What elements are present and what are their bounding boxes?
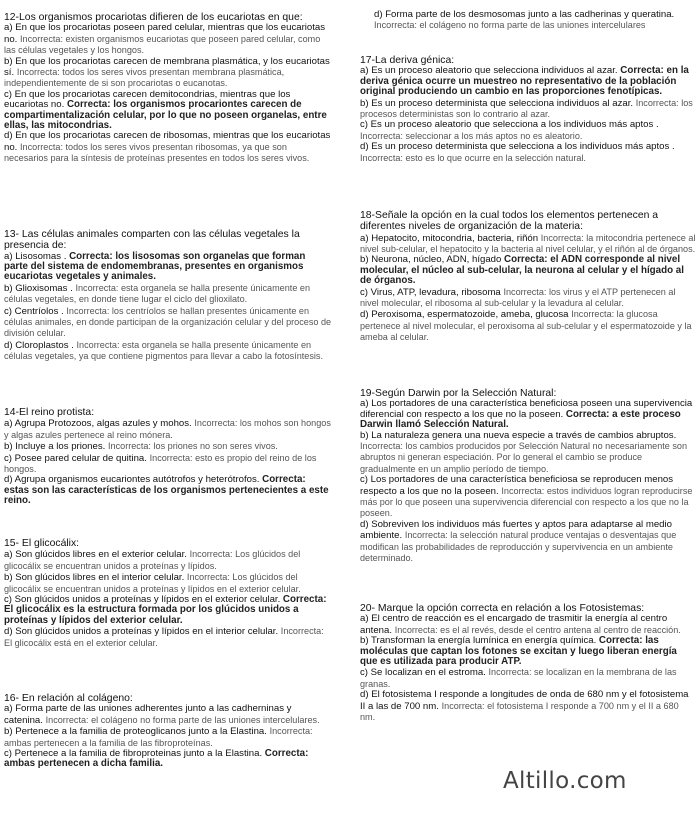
option-text: d) En que los procariotas carecen de ribosomas, mientras que los eucariotas no. — [4, 130, 331, 153]
answer-option — [360, 667, 696, 690]
question-title: 16- En relación al colágeno: — [4, 693, 133, 704]
option-note: Incorrecta: todos los seres vivos presentan ribosomas, ya que son necesarios para la síntesis de proteínas presentes en todos los seres vivos. — [4, 141, 310, 164]
option-note: Incorrecta: la selección natural produce ventajas o desventajas que modifican las probabilidades de reproducción y supervivencia en un ambiente determinado. — [360, 530, 677, 563]
answer-option — [360, 399, 696, 430]
option-correct-explanation: Correcta: El glicocálix es la estructura formada por los glúcidos unidos a proteínas y lípidos del exterior celular. — [4, 593, 327, 626]
answer-option — [4, 340, 332, 363]
answer-option — [4, 704, 332, 726]
option-note: Incorrecta: los procesos deterministas son lo contrario al azar. — [360, 97, 693, 119]
question-14 — [4, 407, 332, 507]
answer-option — [360, 520, 696, 565]
option-correct-explanation: Correcta: en la deriva génica ocurre un muestreo no representativo de la población original produciendo un cambio en las proporciones fenotípicas. — [360, 65, 689, 98]
option-text: d) El fotosistema I responde a longitudes de onda de 680 nm y el fotosistema II a las de 700 nm. — [360, 689, 689, 712]
option-text: b) Glioxisomas . — [4, 282, 73, 294]
option-note: Incorrecta: la glucosa pertenece al nivel molecular, el peroxisoma al sub-celular y el espermatozoide y la ameba al celular. — [360, 309, 692, 343]
option-note: Incorrecta: el colágeno no forma parte de las uniones intercelulares. — [45, 714, 320, 725]
option-text: b) Son glúcidos libres en el interior celular. — [4, 572, 185, 584]
question-16-continued — [374, 10, 694, 32]
question-19 — [360, 388, 696, 564]
option-text: c) Posee pared celular de quitina. — [4, 452, 147, 464]
option-text: c) Se localizan en el estroma. — [360, 667, 486, 679]
question-16 — [4, 693, 332, 770]
option-text: d) Peroxisoma, espermatozoide, ameba, glucosa — [360, 309, 569, 321]
question-20 — [360, 603, 696, 723]
answer-option — [360, 255, 696, 286]
answer-option — [360, 431, 696, 476]
answer-option — [4, 23, 332, 56]
option-note: Incorrecta: seleccionar a los más aptos no es aleatorio. — [360, 130, 583, 141]
option-note: Incorrecta: existen organismos eucariotas que poseen pared celular, como las células vegetales y los hongos. — [4, 33, 321, 56]
option-note: Incorrecta: los priones no son seres vivos. — [108, 441, 278, 452]
answer-option — [360, 636, 696, 667]
answer-option — [4, 418, 332, 441]
answer-option — [360, 475, 696, 520]
option-text: a) Es un proceso aleatorio que selecciona individuos al azar. — [360, 65, 618, 77]
option-text: d) Son glúcidos unidos a proteínas y lípidos en el interior celular. — [4, 626, 279, 638]
answer-option — [374, 10, 694, 32]
question-title: 15- El glicocálix: — [4, 538, 80, 549]
answer-option — [360, 690, 696, 723]
option-text: d) Sobreviven los individuos más fuertes y aptos para adaptarse al medio ambiente. — [360, 518, 672, 542]
option-text: c) Es un proceso aleatorio que selecciona a los individuos más aptos . — [360, 119, 659, 131]
option-note: Incorrecta: los centríolos se hallan presentes únicamente en células animales, en donde participan de la organización celular y del proceso de división celular. — [4, 305, 332, 339]
option-correct-explanation: Correcta: las moléculas que captan los fotones se excitan y luego liberan energía que es utilizada para producir ATP. — [360, 635, 677, 667]
question-title: 12-Los organismos procariotas difieren de los eucariotas en que: — [4, 12, 303, 23]
option-text: b) Transforman la energía lumínica en energía química. — [360, 635, 597, 647]
answer-option — [4, 306, 332, 340]
option-text: a) En que los procariotas poseen pared celular, mientras que los eucariotas no. — [4, 22, 326, 45]
answer-option — [4, 595, 332, 626]
option-note: Incorrecta: El glicocálix está en el exterior celular. — [4, 626, 324, 648]
option-text: a) El centro de reacción es el encargado de trasmitir la energía al centro antena. — [360, 613, 668, 636]
option-text: b) Es un proceso determinista que selecciona individuos al azar. — [360, 97, 634, 109]
option-text: a) Lisosomas . — [4, 250, 67, 262]
option-text: b) Neurona, núcleo, ADN, hígado — [360, 254, 502, 266]
answer-option — [360, 233, 696, 256]
answer-option — [4, 131, 332, 164]
option-text: c) En que los procariotas carecen demitocondrias, mientras que los eucariotas no. — [4, 88, 291, 111]
option-text: d) Cloroplastos . — [4, 339, 74, 351]
answer-option — [360, 142, 696, 164]
option-text: c) Virus, ATP, levadura, ribosoma — [360, 286, 501, 298]
answer-option — [4, 626, 332, 649]
answer-option — [360, 120, 696, 142]
question-title: 18-Señale la opción en la cual todos los elementos pertenecen a diferentes niveles de organización de la materia: — [360, 210, 659, 233]
option-text: a) Los portadores de una característica beneficiosa poseen una supervivencia diferencial con respecto a los que no la poseen. — [360, 398, 693, 420]
option-note: Incorrecta: esta organela se halla presente únicamente en células vegetales, ya que contiene pigmentos para llevar a cabo la fotosíntesis. — [4, 339, 323, 362]
option-correct-explanation: Correcta: los organismos procariontes carecen de compartimentalización celular, por lo que no poseen organelas, entre ellas, las mitocondrias. — [4, 99, 327, 131]
question-title: 17-La deriva génica: — [360, 55, 455, 66]
answer-option — [4, 572, 332, 595]
question-13 — [4, 229, 332, 363]
answer-option — [4, 475, 332, 506]
answer-option — [4, 441, 332, 452]
option-text: a) Forma parte de las uniones adherentes junto a las cadherninas y catenina. — [4, 703, 292, 726]
option-note: Incorrecta: todos los seres vivos presentan membrana plasmática, independientemente de si son procariotas o eucanotas. — [4, 66, 285, 89]
option-note: Incorrecta: el colágeno no forma parte de las uniones intercelulares — [374, 20, 646, 31]
option-correct-explanation: Correcta: los lisosomas son organelas que forman parte del sistema de endomembranas, presentes en organismos eucariotas vegetales y animales. — [4, 250, 306, 283]
option-text: c) Los portadores de una característica beneficiosa se reproducen menos respecto a los que no la poseen. — [360, 474, 674, 497]
answer-option — [4, 549, 332, 572]
answer-option — [360, 309, 696, 343]
question-17 — [360, 55, 696, 164]
option-text: c) Pertenece a la familia de fibroproteinas junto a la Elastina. — [4, 747, 263, 759]
answer-option — [360, 66, 696, 97]
option-note: Incorrecta: estos individuos logran reproducirse más por lo que poseen una supervivencia diferencial con respecto a los que no la poseen. — [360, 485, 693, 519]
answer-option — [4, 453, 332, 476]
altillo-logo: Altillo.com — [503, 768, 627, 794]
question-title: 20- Marque la opción correcta en relación a los Fotosistemas: — [360, 603, 645, 614]
option-note: Incorrecta: es el al revés, desde el centro antena al centro de reacción. — [394, 624, 681, 635]
option-correct-explanation: Correcta: el ADN corresponde al nivel molecular, el núcleo al sub-celular, la neurona al celular y el hígado al de órganos. — [360, 254, 684, 287]
answer-option — [4, 726, 332, 749]
option-text: c) Centríolos . — [4, 305, 64, 317]
option-note: Incorrecta: ambas pertenecen a la familia de las fibroproteínas. — [4, 726, 313, 748]
option-text: d) Forma parte de los desmosomas junto a las cadherinas y queratina. — [374, 9, 675, 20]
option-note: Incorrecta: Los glúcidos del glicocálix se encuentran unidos a proteínas y lípidos en el exterior celular. — [4, 572, 301, 594]
option-text: b) La naturaleza genera una nueva especie a través de cambios abruptos. — [360, 429, 677, 441]
option-note: Incorrecta: esta organela se halla presente únicamente en células vegetales, en donde tiene lugar el ciclo del glioxilato. — [4, 282, 311, 305]
option-text: b) Incluye a los priones. — [4, 441, 106, 453]
answer-option — [4, 252, 332, 283]
answer-option — [360, 287, 696, 310]
option-text: a) Hepatocito, mitocondria, bacteria, riñón — [360, 232, 539, 244]
question-12 — [4, 12, 332, 165]
answer-option — [4, 57, 332, 90]
option-note: Incorrecta: el fotosistema I responde a 700 nm y el II a 680 nm. — [360, 700, 679, 722]
question-title: 19-Según Darwin por la Selección Natural: — [360, 388, 557, 399]
answer-option — [4, 749, 332, 770]
question-title: 14-El reino protista: — [4, 407, 95, 418]
question-18 — [360, 210, 696, 344]
option-note: Incorrecta: los mohos son hongos y algas azules pertenece al reino mónera. — [4, 418, 331, 440]
answer-option — [360, 98, 696, 121]
option-note: Incorrecta: se localizan en la membrana de las granas. — [360, 667, 677, 689]
option-text: c) Son glúcidos unidos a proteínas y lípidos en el exterior celular. — [4, 593, 281, 605]
option-text: b) Pertenece a la familia de proteoglicanos junto a la Elastina. — [4, 726, 267, 738]
answer-option — [4, 90, 332, 132]
option-correct-explanation: Correcta: ambas pertenecen a dicha familia. — [4, 747, 309, 770]
option-text: d) Agrupa organismos eucariontes autótrofos y heterótrofos. — [4, 474, 260, 486]
option-note: Incorrecta: Los glúcidos del glicocálix se encuentran unidos a proteínas y lípidos. — [4, 549, 301, 571]
option-correct-explanation: Correcta: estas son las características de los organismos pertenecientes a este reino. — [4, 474, 329, 507]
option-correct-explanation: Correcta: a este proceso Darwin llamó Selección Natural. — [360, 408, 681, 431]
option-note: Incorrecta: los virus y el ATP pertenecen al nivel molecular, el ribosoma al sub-celular y la levadura al celular. — [360, 286, 676, 309]
option-text: d) Es un proceso determinista que selecciona a los individuos más aptos . — [360, 141, 675, 153]
question-title: 13- Las células animales comparten con las células vegetales la presencia de: — [4, 229, 300, 252]
option-text: b) En que los procariotas carecen de membrana plasmática, y los eucariotas sí. — [4, 55, 330, 78]
question-15 — [4, 538, 332, 649]
option-note: Incorrecta: esto es lo que ocurre en la selección natural. — [360, 152, 586, 163]
option-note: Incorrecta: la mitocondria pertenece al nivel sub-celular, el hepatocito y la bacteria al nivel celular, y el riñón al de órganos. — [360, 232, 696, 254]
option-note: Incorrecta: esto es propio del reino de los hongos. — [4, 452, 317, 474]
option-note: Incorrecta: los cambios producidos por Selección Natural no necesariamente son abruptos ni generan especiación. Por lo general el cambio se produce gradualmente en un amplio período de tiempo. — [360, 440, 688, 474]
option-text: a) Agrupa Protozoos, algas azules y mohos. — [4, 418, 192, 430]
answer-option — [360, 614, 696, 636]
option-text: a) Son glúcidos libres en el exterior celular. — [4, 549, 187, 561]
answer-option — [4, 283, 332, 306]
